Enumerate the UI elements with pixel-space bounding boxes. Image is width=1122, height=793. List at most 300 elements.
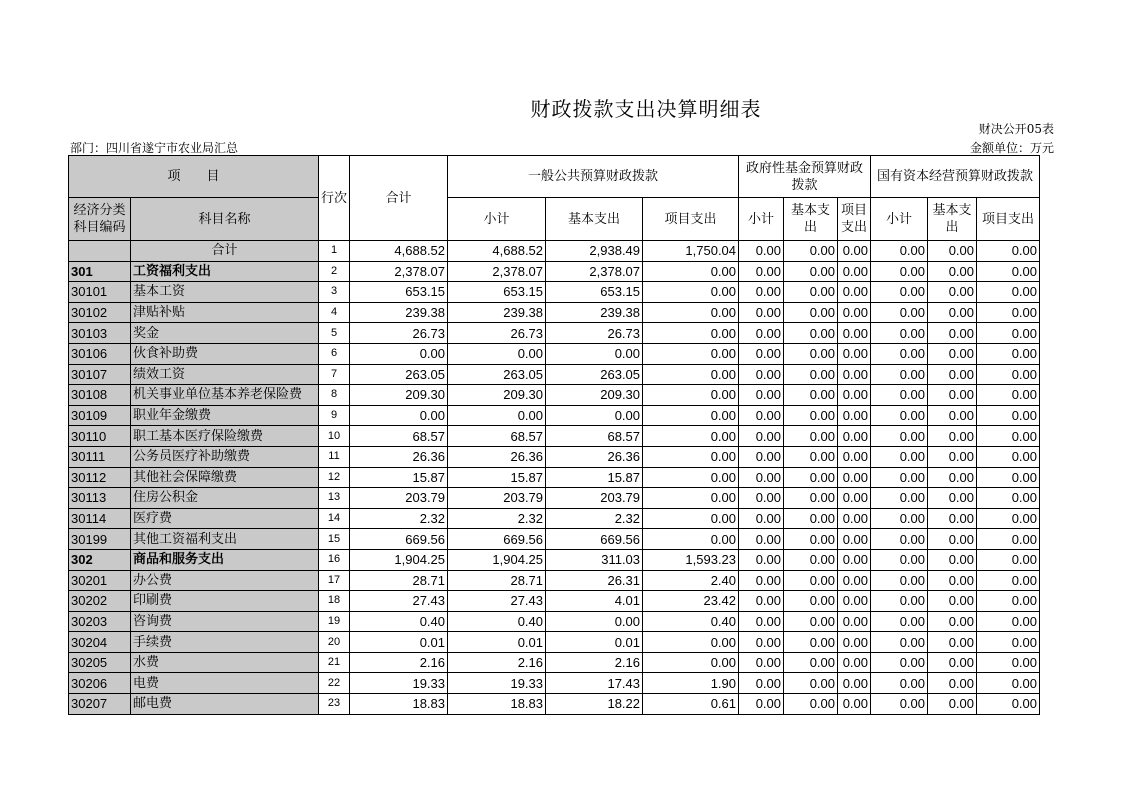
amount-cell: 0.00 bbox=[871, 364, 928, 385]
table-body bbox=[69, 241, 1040, 715]
amount-cell: 0.00 bbox=[871, 261, 928, 282]
row-name-cell: 医疗费 bbox=[131, 508, 319, 529]
amount-cell: 0.00 bbox=[739, 632, 784, 653]
table-row bbox=[69, 632, 1040, 653]
table-row bbox=[69, 591, 1040, 612]
header-item: 项 目 bbox=[69, 156, 319, 198]
row-code-cell: 30102 bbox=[69, 302, 131, 323]
amount-cell: 26.31 bbox=[546, 570, 643, 591]
amount-cell: 0.00 bbox=[928, 343, 977, 364]
amount-cell: 0.00 bbox=[739, 364, 784, 385]
amount-cell: 15.87 bbox=[350, 467, 448, 488]
header-capital-basic: 基本支出 bbox=[928, 198, 977, 241]
amount-cell: 0.00 bbox=[838, 302, 871, 323]
row-number-cell: 12 bbox=[319, 467, 350, 488]
row-name-cell: 其他工资福利支出 bbox=[131, 529, 319, 550]
header-general-basic: 基本支出 bbox=[546, 198, 643, 241]
header-capital-project: 项目支出 bbox=[977, 198, 1040, 241]
amount-cell: 0.00 bbox=[838, 405, 871, 426]
amount-cell: 239.38 bbox=[448, 302, 546, 323]
amount-cell: 23.42 bbox=[643, 591, 739, 612]
row-number-cell: 10 bbox=[319, 426, 350, 447]
amount-cell: 0.00 bbox=[739, 446, 784, 467]
header-total: 合计 bbox=[350, 156, 448, 241]
amount-cell: 0.00 bbox=[784, 508, 838, 529]
row-number-cell: 8 bbox=[319, 385, 350, 406]
amount-cell: 0.00 bbox=[977, 282, 1040, 303]
amount-cell: 0.00 bbox=[739, 652, 784, 673]
row-number-cell: 16 bbox=[319, 549, 350, 570]
table-row bbox=[69, 343, 1040, 364]
row-number-cell: 15 bbox=[319, 529, 350, 550]
amount-cell: 0.00 bbox=[448, 343, 546, 364]
row-name-cell: 津贴补贴 bbox=[131, 302, 319, 323]
amount-cell: 0.00 bbox=[350, 405, 448, 426]
amount-cell: 26.73 bbox=[546, 323, 643, 344]
amount-cell: 0.00 bbox=[871, 673, 928, 694]
amount-cell: 0.00 bbox=[784, 282, 838, 303]
row-code-cell bbox=[69, 241, 131, 262]
table-row bbox=[69, 488, 1040, 509]
amount-cell: 203.79 bbox=[350, 488, 448, 509]
amount-cell: 0.00 bbox=[871, 446, 928, 467]
amount-cell: 0.00 bbox=[784, 405, 838, 426]
row-name-cell: 邮电费 bbox=[131, 694, 319, 715]
amount-cell: 0.00 bbox=[838, 529, 871, 550]
amount-cell: 0.00 bbox=[977, 261, 1040, 282]
row-code-cell: 30111 bbox=[69, 446, 131, 467]
amount-cell: 0.00 bbox=[871, 302, 928, 323]
row-code-cell: 301 bbox=[69, 261, 131, 282]
amount-cell: 0.00 bbox=[871, 405, 928, 426]
amount-cell: 0.00 bbox=[838, 364, 871, 385]
amount-cell: 209.30 bbox=[448, 385, 546, 406]
amount-cell: 0.00 bbox=[977, 446, 1040, 467]
row-number-cell: 17 bbox=[319, 570, 350, 591]
row-name-cell: 职工基本医疗保险缴费 bbox=[131, 426, 319, 447]
amount-cell: 0.00 bbox=[739, 611, 784, 632]
amount-cell: 0.40 bbox=[350, 611, 448, 632]
amount-cell: 26.73 bbox=[350, 323, 448, 344]
amount-cell: 0.00 bbox=[838, 591, 871, 612]
amount-cell: 0.00 bbox=[928, 261, 977, 282]
amount-cell: 0.00 bbox=[838, 323, 871, 344]
row-number-cell: 22 bbox=[319, 673, 350, 694]
amount-cell: 2.32 bbox=[546, 508, 643, 529]
amount-cell: 0.00 bbox=[928, 611, 977, 632]
amount-cell: 0.00 bbox=[928, 632, 977, 653]
amount-cell: 0.00 bbox=[643, 261, 739, 282]
row-number-cell: 5 bbox=[319, 323, 350, 344]
amount-cell: 1.90 bbox=[643, 673, 739, 694]
amount-cell: 0.00 bbox=[928, 385, 977, 406]
amount-cell: 2.16 bbox=[546, 652, 643, 673]
amount-cell: 0.00 bbox=[838, 426, 871, 447]
amount-cell: 0.00 bbox=[871, 426, 928, 447]
row-name-cell: 印刷费 bbox=[131, 591, 319, 612]
amount-cell: 0.00 bbox=[871, 632, 928, 653]
amount-cell: 311.03 bbox=[546, 549, 643, 570]
amount-cell: 0.00 bbox=[871, 549, 928, 570]
amount-cell: 0.00 bbox=[784, 467, 838, 488]
row-number-cell: 23 bbox=[319, 694, 350, 715]
amount-cell: 0.00 bbox=[739, 405, 784, 426]
amount-cell: 0.00 bbox=[784, 591, 838, 612]
amount-cell: 0.01 bbox=[448, 632, 546, 653]
amount-cell: 26.36 bbox=[350, 446, 448, 467]
amount-cell: 0.00 bbox=[838, 446, 871, 467]
amount-cell: 0.00 bbox=[739, 426, 784, 447]
amount-cell: 0.00 bbox=[784, 446, 838, 467]
table-row bbox=[69, 364, 1040, 385]
table-row bbox=[69, 529, 1040, 550]
amount-cell: 18.22 bbox=[546, 694, 643, 715]
amount-cell: 653.15 bbox=[546, 282, 643, 303]
amount-cell: 0.00 bbox=[643, 282, 739, 303]
amount-cell: 0.00 bbox=[871, 385, 928, 406]
amount-cell: 27.43 bbox=[350, 591, 448, 612]
amount-cell: 0.00 bbox=[739, 529, 784, 550]
amount-cell: 0.01 bbox=[546, 632, 643, 653]
amount-cell: 0.00 bbox=[546, 611, 643, 632]
amount-cell: 263.05 bbox=[546, 364, 643, 385]
amount-cell: 0.40 bbox=[448, 611, 546, 632]
header-general-subtotal: 小计 bbox=[448, 198, 546, 241]
row-code-cell: 30113 bbox=[69, 488, 131, 509]
amount-cell: 17.43 bbox=[546, 673, 643, 694]
table-row bbox=[69, 385, 1040, 406]
amount-cell: 0.00 bbox=[784, 364, 838, 385]
row-code-cell: 30206 bbox=[69, 673, 131, 694]
amount-cell: 0.00 bbox=[977, 467, 1040, 488]
amount-cell: 0.00 bbox=[739, 261, 784, 282]
amount-cell: 0.00 bbox=[838, 611, 871, 632]
amount-cell: 0.00 bbox=[784, 241, 838, 262]
amount-cell: 0.00 bbox=[838, 652, 871, 673]
row-name-cell: 公务员医疗补助缴费 bbox=[131, 446, 319, 467]
row-code-cell: 30110 bbox=[69, 426, 131, 447]
amount-cell: 0.00 bbox=[643, 652, 739, 673]
amount-cell: 1,750.04 bbox=[643, 241, 739, 262]
amount-cell: 0.00 bbox=[928, 508, 977, 529]
amount-cell: 0.00 bbox=[928, 591, 977, 612]
amount-cell: 2,378.07 bbox=[546, 261, 643, 282]
amount-cell: 0.00 bbox=[871, 323, 928, 344]
table-row bbox=[69, 261, 1040, 282]
amount-cell: 0.00 bbox=[871, 343, 928, 364]
amount-cell: 0.00 bbox=[643, 426, 739, 447]
amount-cell: 28.71 bbox=[448, 570, 546, 591]
amount-cell: 18.83 bbox=[350, 694, 448, 715]
amount-unit-label: 金额单位：万元 bbox=[969, 141, 1054, 155]
amount-cell: 68.57 bbox=[448, 426, 546, 447]
amount-cell: 0.00 bbox=[928, 652, 977, 673]
row-name-cell: 奖金 bbox=[131, 323, 319, 344]
row-name-cell: 机关事业单位基本养老保险费 bbox=[131, 385, 319, 406]
amount-cell: 0.00 bbox=[977, 673, 1040, 694]
amount-cell: 0.00 bbox=[928, 694, 977, 715]
amount-cell: 0.00 bbox=[784, 652, 838, 673]
row-code-cell: 30106 bbox=[69, 343, 131, 364]
row-number-cell: 9 bbox=[319, 405, 350, 426]
table-row bbox=[69, 302, 1040, 323]
amount-cell: 0.00 bbox=[784, 488, 838, 509]
amount-cell: 0.00 bbox=[739, 467, 784, 488]
amount-cell: 0.00 bbox=[643, 632, 739, 653]
row-code-cell: 30114 bbox=[69, 508, 131, 529]
amount-cell: 27.43 bbox=[448, 591, 546, 612]
row-code-cell: 30202 bbox=[69, 591, 131, 612]
amount-cell: 2.32 bbox=[448, 508, 546, 529]
amount-cell: 15.87 bbox=[448, 467, 546, 488]
amount-cell: 0.00 bbox=[977, 694, 1040, 715]
row-number-cell: 14 bbox=[319, 508, 350, 529]
amount-cell: 0.00 bbox=[784, 529, 838, 550]
table-row bbox=[69, 467, 1040, 488]
amount-cell: 0.00 bbox=[977, 632, 1040, 653]
amount-cell: 0.00 bbox=[928, 467, 977, 488]
amount-cell: 0.00 bbox=[977, 611, 1040, 632]
row-code-cell: 30201 bbox=[69, 570, 131, 591]
amount-cell: 0.00 bbox=[871, 282, 928, 303]
amount-cell: 18.83 bbox=[448, 694, 546, 715]
row-name-cell: 伙食补助费 bbox=[131, 343, 319, 364]
amount-cell: 0.00 bbox=[643, 488, 739, 509]
row-code-cell: 30199 bbox=[69, 529, 131, 550]
department-label: 部门：四川省遂宁市农业局汇总 bbox=[70, 141, 239, 155]
amount-cell: 0.00 bbox=[977, 549, 1040, 570]
amount-cell: 653.15 bbox=[448, 282, 546, 303]
amount-cell: 0.00 bbox=[977, 570, 1040, 591]
amount-cell: 0.00 bbox=[871, 570, 928, 591]
header-state-capital: 国有资本经营预算财政拨款 bbox=[871, 156, 1040, 198]
amount-cell: 0.00 bbox=[928, 673, 977, 694]
amount-cell: 0.61 bbox=[643, 694, 739, 715]
row-number-cell: 7 bbox=[319, 364, 350, 385]
table-row bbox=[69, 549, 1040, 570]
amount-cell: 0.00 bbox=[784, 426, 838, 447]
amount-cell: 68.57 bbox=[350, 426, 448, 447]
amount-cell: 0.00 bbox=[784, 343, 838, 364]
amount-cell: 0.00 bbox=[643, 508, 739, 529]
amount-cell: 0.00 bbox=[928, 570, 977, 591]
header-capital-subtotal: 小计 bbox=[871, 198, 928, 241]
amount-cell: 0.00 bbox=[643, 405, 739, 426]
amount-cell: 209.30 bbox=[350, 385, 448, 406]
amount-cell: 2.16 bbox=[350, 652, 448, 673]
amount-cell: 0.00 bbox=[977, 405, 1040, 426]
amount-cell: 0.00 bbox=[643, 364, 739, 385]
amount-cell: 0.00 bbox=[739, 694, 784, 715]
amount-cell: 0.00 bbox=[838, 570, 871, 591]
amount-cell: 0.00 bbox=[977, 323, 1040, 344]
amount-cell: 669.56 bbox=[448, 529, 546, 550]
amount-cell: 0.00 bbox=[871, 694, 928, 715]
row-code-cell: 30107 bbox=[69, 364, 131, 385]
amount-cell: 1,593.23 bbox=[643, 549, 739, 570]
row-number-cell: 3 bbox=[319, 282, 350, 303]
header-fund-subtotal: 小计 bbox=[739, 198, 784, 241]
row-number-cell: 13 bbox=[319, 488, 350, 509]
row-name-cell: 商品和服务支出 bbox=[131, 549, 319, 570]
table-row bbox=[69, 611, 1040, 632]
amount-cell: 2,378.07 bbox=[350, 261, 448, 282]
amount-cell: 0.00 bbox=[739, 302, 784, 323]
form-number: 财决公开05表 bbox=[978, 122, 1054, 136]
table-row bbox=[69, 508, 1040, 529]
amount-cell: 0.00 bbox=[546, 343, 643, 364]
amount-cell: 0.00 bbox=[977, 488, 1040, 509]
amount-cell: 0.00 bbox=[739, 343, 784, 364]
amount-cell: 26.36 bbox=[546, 446, 643, 467]
amount-cell: 1,904.25 bbox=[350, 549, 448, 570]
amount-cell: 0.00 bbox=[643, 343, 739, 364]
amount-cell: 0.00 bbox=[784, 261, 838, 282]
amount-cell: 669.56 bbox=[350, 529, 448, 550]
amount-cell: 0.00 bbox=[546, 405, 643, 426]
amount-cell: 0.00 bbox=[739, 549, 784, 570]
amount-cell: 19.33 bbox=[350, 673, 448, 694]
amount-cell: 669.56 bbox=[546, 529, 643, 550]
row-code-cell: 30108 bbox=[69, 385, 131, 406]
amount-cell: 203.79 bbox=[448, 488, 546, 509]
row-code-cell: 30109 bbox=[69, 405, 131, 426]
header-general-budget: 一般公共预算财政拨款 bbox=[448, 156, 739, 198]
amount-cell: 0.00 bbox=[871, 241, 928, 262]
table-row bbox=[69, 426, 1040, 447]
amount-cell: 0.00 bbox=[739, 323, 784, 344]
amount-cell: 0.00 bbox=[871, 652, 928, 673]
row-name-cell: 咨询费 bbox=[131, 611, 319, 632]
row-code-cell: 302 bbox=[69, 549, 131, 570]
row-name-cell: 手续费 bbox=[131, 632, 319, 653]
row-name-cell: 其他社会保障缴费 bbox=[131, 467, 319, 488]
amount-cell: 0.00 bbox=[739, 282, 784, 303]
amount-cell: 0.00 bbox=[784, 385, 838, 406]
amount-cell: 0.00 bbox=[977, 302, 1040, 323]
amount-cell: 0.00 bbox=[928, 549, 977, 570]
amount-cell: 0.00 bbox=[977, 529, 1040, 550]
amount-cell: 0.00 bbox=[838, 694, 871, 715]
amount-cell: 15.87 bbox=[546, 467, 643, 488]
amount-cell: 209.30 bbox=[546, 385, 643, 406]
amount-cell: 2.40 bbox=[643, 570, 739, 591]
amount-cell: 203.79 bbox=[546, 488, 643, 509]
amount-cell: 0.00 bbox=[448, 405, 546, 426]
amount-cell: 2.16 bbox=[448, 652, 546, 673]
row-name-cell: 办公费 bbox=[131, 570, 319, 591]
header-fund-basic: 基本支出 bbox=[784, 198, 838, 241]
amount-cell: 0.00 bbox=[871, 611, 928, 632]
row-code-cell: 30203 bbox=[69, 611, 131, 632]
amount-cell: 28.71 bbox=[350, 570, 448, 591]
amount-cell: 0.00 bbox=[871, 467, 928, 488]
header-subject-name: 科目名称 bbox=[131, 198, 319, 241]
row-name-cell: 水费 bbox=[131, 652, 319, 673]
amount-cell: 0.00 bbox=[977, 652, 1040, 673]
amount-cell: 0.00 bbox=[838, 282, 871, 303]
amount-cell: 0.00 bbox=[739, 591, 784, 612]
amount-cell: 0.00 bbox=[928, 446, 977, 467]
amount-cell: 4,688.52 bbox=[350, 241, 448, 262]
row-code-cell: 30204 bbox=[69, 632, 131, 653]
amount-cell: 0.00 bbox=[643, 529, 739, 550]
table-row bbox=[69, 241, 1040, 262]
amount-cell: 0.00 bbox=[977, 426, 1040, 447]
amount-cell: 0.00 bbox=[838, 261, 871, 282]
table-row bbox=[69, 282, 1040, 303]
row-name-cell: 职业年金缴费 bbox=[131, 405, 319, 426]
row-number-cell: 11 bbox=[319, 446, 350, 467]
table-row bbox=[69, 673, 1040, 694]
header-general-project: 项目支出 bbox=[643, 198, 739, 241]
amount-cell: 2,378.07 bbox=[448, 261, 546, 282]
amount-cell: 0.00 bbox=[739, 570, 784, 591]
amount-cell: 263.05 bbox=[350, 364, 448, 385]
table-row bbox=[69, 652, 1040, 673]
amount-cell: 0.00 bbox=[928, 364, 977, 385]
amount-cell: 0.01 bbox=[350, 632, 448, 653]
amount-cell: 0.00 bbox=[643, 385, 739, 406]
row-code-cell: 30207 bbox=[69, 694, 131, 715]
amount-cell: 0.00 bbox=[977, 364, 1040, 385]
amount-cell: 26.73 bbox=[448, 323, 546, 344]
amount-cell: 239.38 bbox=[546, 302, 643, 323]
table-row bbox=[69, 694, 1040, 715]
row-number-cell: 18 bbox=[319, 591, 350, 612]
row-name-cell: 绩效工资 bbox=[131, 364, 319, 385]
amount-cell: 0.00 bbox=[838, 241, 871, 262]
amount-cell: 0.00 bbox=[838, 343, 871, 364]
row-number-cell: 20 bbox=[319, 632, 350, 653]
row-number-cell: 4 bbox=[319, 302, 350, 323]
amount-cell: 0.00 bbox=[784, 632, 838, 653]
amount-cell: 4.01 bbox=[546, 591, 643, 612]
amount-cell: 0.00 bbox=[784, 611, 838, 632]
header-row-no: 行次 bbox=[319, 156, 350, 241]
row-name-cell: 基本工资 bbox=[131, 282, 319, 303]
amount-cell: 0.00 bbox=[739, 385, 784, 406]
amount-cell: 0.00 bbox=[928, 302, 977, 323]
amount-cell: 0.00 bbox=[838, 385, 871, 406]
amount-cell: 0.00 bbox=[871, 529, 928, 550]
amount-cell: 263.05 bbox=[448, 364, 546, 385]
amount-cell: 0.00 bbox=[739, 508, 784, 529]
amount-cell: 2,938.49 bbox=[546, 241, 643, 262]
table-row bbox=[69, 446, 1040, 467]
amount-cell: 19.33 bbox=[448, 673, 546, 694]
amount-cell: 4,688.52 bbox=[448, 241, 546, 262]
amount-cell: 0.00 bbox=[977, 385, 1040, 406]
table-row bbox=[69, 405, 1040, 426]
header-fund-project: 项目支出 bbox=[838, 198, 871, 241]
amount-cell: 0.00 bbox=[928, 282, 977, 303]
amount-cell: 239.38 bbox=[350, 302, 448, 323]
amount-cell: 0.00 bbox=[350, 343, 448, 364]
amount-cell: 0.00 bbox=[784, 323, 838, 344]
row-number-cell: 6 bbox=[319, 343, 350, 364]
amount-cell: 0.00 bbox=[871, 488, 928, 509]
amount-cell: 0.00 bbox=[739, 488, 784, 509]
amount-cell: 0.00 bbox=[784, 570, 838, 591]
row-name-cell: 住房公积金 bbox=[131, 488, 319, 509]
amount-cell: 0.00 bbox=[928, 426, 977, 447]
row-code-cell: 30205 bbox=[69, 652, 131, 673]
amount-cell: 0.00 bbox=[784, 673, 838, 694]
header-econ-code: 经济分类科目编码 bbox=[69, 198, 131, 241]
amount-cell: 0.00 bbox=[784, 694, 838, 715]
table-row bbox=[69, 323, 1040, 344]
